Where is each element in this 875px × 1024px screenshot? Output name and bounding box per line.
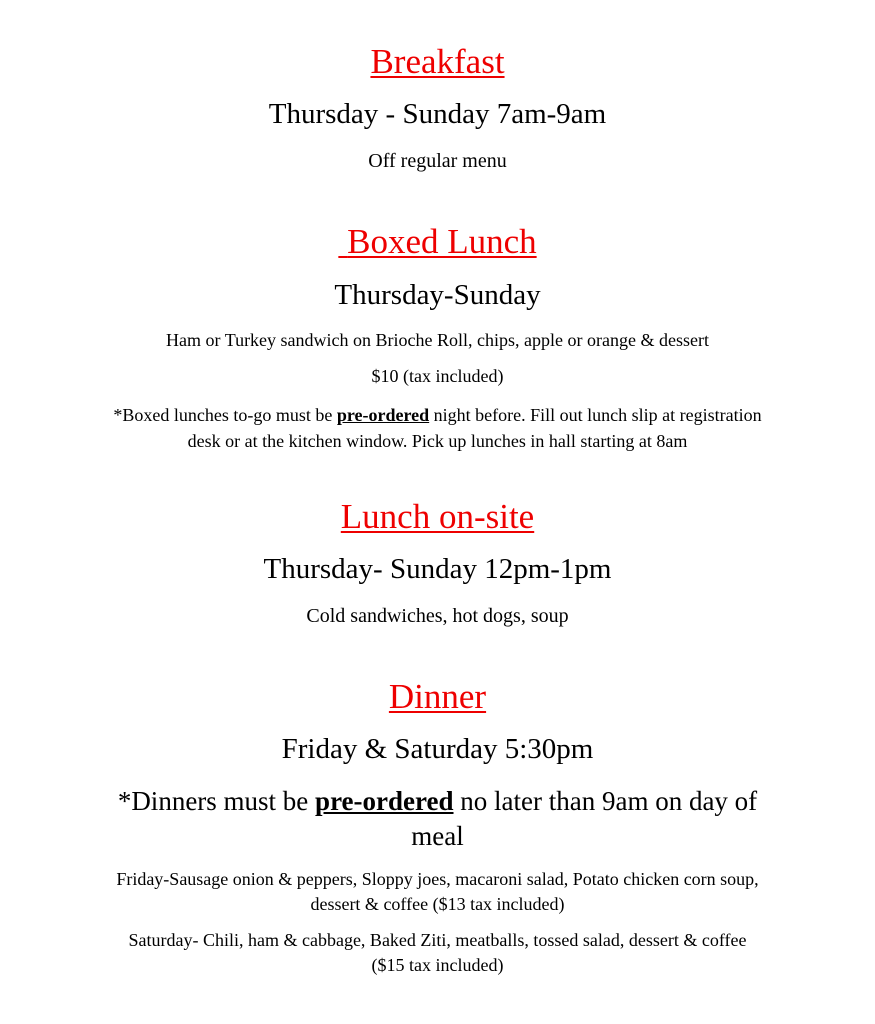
dinner-notice-prefix: *Dinners must be xyxy=(117,786,309,816)
dinner-heading: Dinner xyxy=(388,677,487,716)
dinner-notice xyxy=(95,784,780,854)
boxed-lunch-heading xyxy=(0,224,875,259)
lunch-onsite-heading: Lunch on-site xyxy=(340,497,535,536)
dinner-notice-suffix: no later than 9am on day of meal xyxy=(411,786,758,851)
boxed-lunch-notice xyxy=(100,402,775,454)
boxed-lunch-notice-suffix: night before. Fill out lunch slip at registration desk or at the kitchen window. Pick up lunches in hall starting at 8am xyxy=(187,405,762,451)
lunch-onsite-schedule: Thursday- Sunday 12pm-1pm xyxy=(263,553,612,585)
boxed-lunch-price: $10 (tax included) xyxy=(371,366,504,386)
boxed-lunch-heading-text: Boxed Lunch xyxy=(347,222,537,261)
boxed-lunch-preorder-emphasis: pre-ordered xyxy=(336,405,430,425)
boxed-lunch-schedule: Thursday-Sunday xyxy=(334,279,541,311)
dinner-schedule: Friday & Saturday 5:30pm xyxy=(281,733,594,765)
dinner-saturday-menu: Saturday- Chili, ham & cabbage, Baked Ziti, meatballs, tossed salad, dessert & coffee ($15 tax included) xyxy=(128,930,747,975)
lunch-onsite-items: Cold sandwiches, hot dogs, soup xyxy=(306,605,569,627)
boxed-lunch-items: Ham or Turkey sandwich on Brioche Roll, chips, apple or orange & dessert xyxy=(166,330,709,350)
dinner-preorder-emphasis: pre-ordered xyxy=(315,786,454,816)
boxed-lunch-notice-prefix: *Boxed lunches to-go must be xyxy=(113,405,333,425)
breakfast-note: Off regular menu xyxy=(368,150,507,172)
breakfast-schedule: Thursday - Sunday 7am-9am xyxy=(268,98,607,130)
dinner-friday-menu: Friday-Sausage onion & peppers, Sloppy joes, macaroni salad, Potato chicken corn soup, dessert & coffee ($13 tax included) xyxy=(116,869,759,914)
breakfast-heading: Breakfast xyxy=(370,42,505,81)
